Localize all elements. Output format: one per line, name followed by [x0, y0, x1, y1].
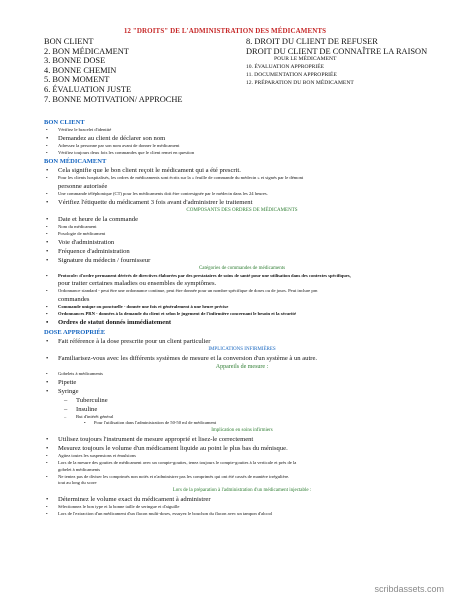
- list-item: • Ordonnance standard - peut être une ordonnance continue, peut être donnée pour un nombre spécifique de doses ou de jours. Peut inclure prn: [46, 288, 318, 294]
- bullet-icon: •: [46, 370, 48, 376]
- rights-list-right: [246, 37, 446, 87]
- bullet-icon: •: [46, 504, 48, 510]
- list-item-continuation: commandes: [58, 296, 90, 304]
- list-item: • Une commande téléphonique (CT) pour les médicaments doit être contresignée par le médecin dans les 24 heures.: [46, 191, 268, 197]
- list-item: • Protocole: d'ordre permanent dérivés de directives élaborées par des prestataires de soins de santé pour une utilisation dans des contextes spécifiques,: [46, 272, 351, 278]
- bullet-icon: •: [46, 215, 49, 223]
- bullet-icon: •: [46, 510, 48, 516]
- bullet-icon: •: [46, 473, 48, 479]
- section-heading: DOSE APPROPRIÉE: [44, 328, 106, 336]
- list-item: • Agitez toutes les suspensions et émulsions: [46, 453, 136, 459]
- right-item: DROIT DU CLIENT DE CONNAÎTRE LA RAISON: [246, 46, 428, 56]
- list-item: • Pour les clients hospitalisés, les ordres de médicaments sont écrits sur la « feuille de commande du médecin » et signés par le démont: [46, 175, 304, 181]
- rights-list-left: [44, 37, 239, 104]
- list-item: • Cela signifie que le bon client reçoit le médicament qui a été prescrit.: [46, 167, 241, 175]
- right-item: 7. BONNE MOTIVATION/ APPROCHE: [44, 94, 183, 104]
- bullet-icon: •: [46, 288, 48, 294]
- bullet-icon: •: [46, 175, 48, 181]
- bullet-icon: •: [46, 127, 48, 132]
- right-item: 5. BON MOMENT: [44, 75, 110, 85]
- list-item: • Syringe: [46, 387, 79, 395]
- right-item: POUR LE MÉDICAMENT: [274, 56, 337, 63]
- bullet-icon: •: [46, 247, 49, 255]
- bullet-icon: •: [46, 149, 48, 155]
- bullet-icon: •: [46, 453, 48, 459]
- list-item-continuation: tout au long du score: [58, 480, 97, 486]
- bullet-icon: •: [46, 142, 48, 148]
- bullet-icon: •: [84, 420, 86, 426]
- list-item: • Ordonnances PRN - données à la demande du client et selon le jugement de l'infirmière concernant le besoin et la sécurité: [46, 310, 297, 316]
- bullet-icon: •: [46, 198, 49, 206]
- bullet-icon: •: [46, 310, 48, 316]
- subheading: IMPLICATIONS INFIRMIÈRES: [208, 346, 276, 352]
- watermark: scribdassets.com: [374, 584, 444, 594]
- dash-icon: –: [64, 413, 67, 419]
- list-item: • Ne tentez pas de diviser les comprimés non notés et n'administrer pas les comprimés qui ont été cassés de manière irrégulière.: [46, 473, 290, 479]
- subheading: Lors de la préparation à l'administration d'un médicament injectable :: [172, 488, 312, 494]
- bullet-icon: •: [46, 354, 49, 362]
- sub-list-item: – But d'intérêt général: [64, 413, 114, 419]
- bullet-icon: •: [46, 230, 48, 236]
- list-item: • Fréquence d'administration: [46, 247, 130, 255]
- bullet-icon: •: [46, 496, 49, 504]
- list-item: • Adressez la personne par son nom avant de donner le médicament: [46, 142, 180, 148]
- list-item: • Commande unique ou ponctuelle - donnée une fois et généralement à une heure précise: [46, 304, 229, 310]
- list-item: • Sélectionnez le bon type et la bonne taille de seringue et d'aiguille: [46, 504, 180, 510]
- list-item: • Vérifiez le bracelet d'identité: [46, 127, 112, 132]
- list-item: • Déterminez le volume exact du médicament à administrer: [46, 496, 211, 504]
- right-item: 2. BON MÉDICAMENT: [44, 46, 129, 56]
- list-item: • Voie d'administration: [46, 238, 115, 246]
- bullet-icon: •: [46, 387, 49, 395]
- right-item: 10. ÉVALUATION APPROPRIÉE: [246, 64, 325, 71]
- bullet-icon: •: [46, 318, 49, 326]
- list-item: • Pipette: [46, 378, 77, 386]
- dash-icon: –: [64, 396, 68, 404]
- right-item: 3. BONNE DOSE: [44, 56, 106, 66]
- list-item: • Ordres de statut donnés immédiatement: [46, 318, 172, 326]
- list-item: • Posologie de médicament: [46, 230, 106, 236]
- right-item: 8. DROIT DU CLIENT DE REFUSER: [246, 37, 378, 46]
- bullet-icon: •: [46, 378, 49, 386]
- sub-sub-list-item: • Pour l'utilisation dans l'administration de 50-50 ml de médicament: [84, 420, 217, 426]
- list-item: • Lors de la mesure des gouttes de médicament avec un compte-gouttes, tenez toujours le compte-gouttes à la verticale et près de la: [46, 459, 297, 465]
- list-item: • Utilisez toujours l'instrument de mesure approprié et lisez-le correctement: [46, 436, 254, 444]
- right-item: BON CLIENT: [44, 37, 94, 46]
- bullet-icon: •: [46, 223, 48, 229]
- section-heading: BON CLIENT: [44, 119, 85, 126]
- sub-list-item: – Insuline: [64, 405, 98, 413]
- list-item-continuation: pour traiter certaines maladies ou ensembles de symptômes.: [58, 280, 217, 288]
- right-item: 12. PRÉPARATION DU BON MÉDICAMENT: [246, 80, 354, 87]
- bullet-icon: •: [46, 238, 49, 246]
- bullet-icon: •: [46, 304, 48, 310]
- bullet-icon: •: [46, 445, 49, 453]
- list-item: • Signature du médecin / fournisseur: [46, 256, 151, 264]
- page-title: 12 "DROITS" DE L'ADMINISTRATION DES MÉDICAMENTS: [123, 27, 327, 35]
- bullet-icon: •: [46, 436, 49, 444]
- bullet-icon: •: [46, 272, 48, 278]
- right-item: 11. DOCUMENTATION APPROPRIÉE: [246, 72, 337, 79]
- list-item: • Vérifiez toujours deux fois les commandes que le client remet en question: [46, 149, 195, 155]
- list-item: • Gobelets à médicaments: [46, 370, 103, 376]
- section-heading: BON MÉDICAMENT: [44, 158, 107, 166]
- list-item: • Date et heure de la commande: [46, 215, 139, 223]
- document-body: [44, 117, 440, 518]
- sub-list-item: – Tuberculine: [64, 396, 108, 404]
- dash-icon: –: [64, 405, 68, 413]
- subheading: Appareils de mesure :: [215, 363, 269, 370]
- list-item-continuation: gobelet à médicaments: [58, 466, 101, 472]
- bullet-icon: •: [46, 167, 49, 175]
- bullet-icon: •: [46, 337, 49, 345]
- list-item-continuation: personne autorisée: [58, 183, 108, 191]
- subheading: COMPOSANTS DES ORDRES DE MÉDICAMENTS: [186, 207, 298, 213]
- list-item: • Lors de l'extraction d'un médicament d'un flacon multi-doses, essuyez le bouchon du flacon avec un tampon d'alcool: [46, 510, 273, 516]
- right-item: 4. BONNE CHEMIN: [44, 65, 117, 75]
- list-item: • Fait référence à la dose prescrite pour un client particulier: [46, 337, 211, 345]
- list-item: • Vérifiez l'étiquette du médicament 3 fois avant d'administrer le traitement: [46, 198, 253, 206]
- list-item: • Mesurez toujours le volume d'un médicament liquide au point le plus bas du ménisque.: [46, 445, 288, 453]
- bullet-icon: •: [46, 256, 49, 264]
- right-item: 6. ÉVALUATION JUSTE: [44, 84, 132, 94]
- subheading: Implication en soins infirmiers: [211, 428, 273, 434]
- subheading: Catégories de commandes de médicaments: [198, 265, 286, 271]
- list-item: • Familiarisez-vous avec les différents systèmes de mesure et la conversion d'un système à un autre.: [46, 354, 318, 362]
- bullet-icon: •: [46, 134, 49, 142]
- bullet-icon: •: [46, 459, 48, 465]
- list-item: • Demandez au client de déclarer son nom: [46, 134, 166, 142]
- list-item: • Nom du médicament: [46, 223, 97, 229]
- bullet-icon: •: [46, 191, 48, 197]
